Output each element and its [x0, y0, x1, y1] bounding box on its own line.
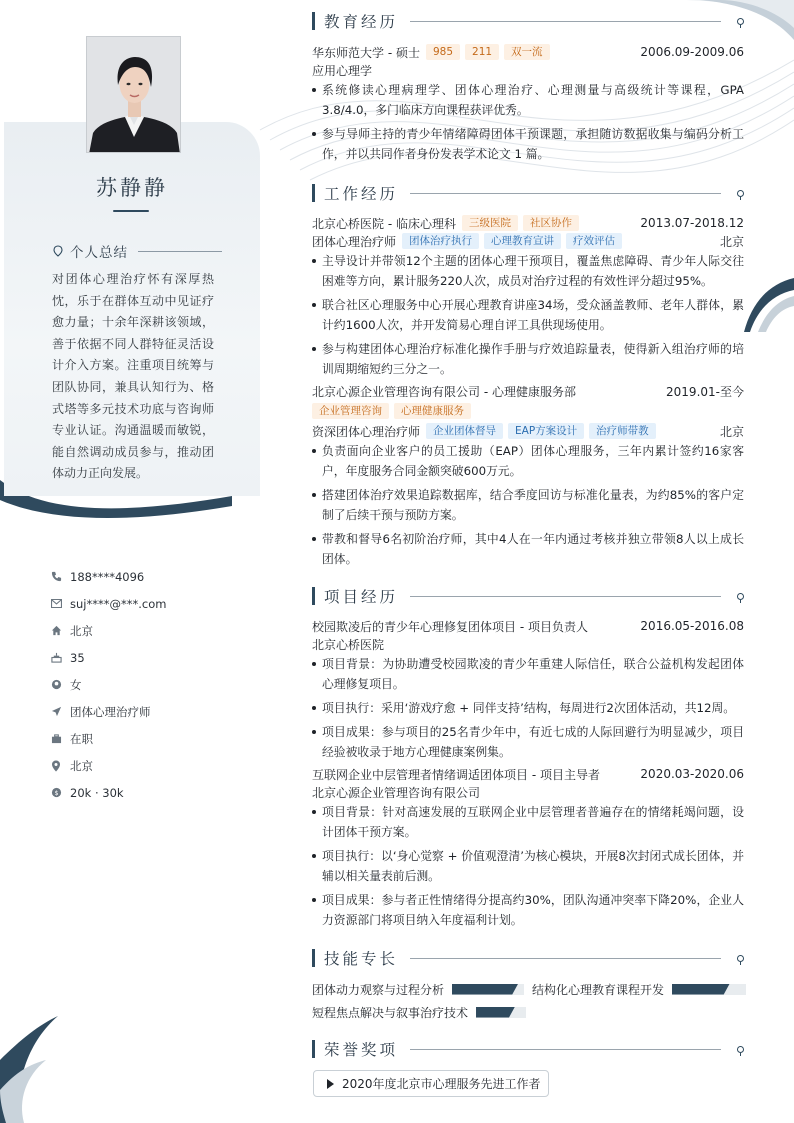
work-bullet: 参与构建团体心理治疗标准化操作手册与疗效追踪量表，使得新入组治疗师的培训周期缩短约三分之一。 — [312, 339, 744, 379]
pin-icon — [737, 1046, 744, 1053]
role-tag: 企业团体督导 — [426, 423, 503, 439]
section-awards-title: 荣誉奖项 — [324, 1041, 399, 1059]
pin-icon — [52, 245, 64, 257]
education-bullet: 参与导师主持的青少年情绪障碍团体干预课题，承担随访数据收集与编码分析工作，并以共同作者身份发表学术论文 1 篇。 — [312, 124, 744, 164]
skill-item — [532, 980, 746, 998]
info-phone — [50, 563, 250, 590]
job-role: 资深团体心理治疗师 — [312, 424, 421, 439]
project-date: 2016.05-2016.08 — [640, 619, 744, 633]
info-gender-value: 女 — [70, 677, 82, 692]
candidate-name: 苏静静 — [96, 176, 168, 200]
skill-level-fill — [452, 984, 518, 995]
decorative-wave-right — [744, 272, 794, 332]
skill-name: 结构化心理教育课程开发 — [532, 982, 665, 997]
project-date: 2020.03-2020.06 — [640, 767, 744, 781]
info-gender — [50, 671, 250, 698]
skill-level-fill — [476, 1007, 515, 1018]
skill-name: 团体动力观察与过程分析 — [312, 982, 445, 997]
award-item — [313, 1070, 549, 1097]
company-tag: 心理健康服务 — [394, 403, 471, 419]
project-bullet: 项目执行：以‘身心觉察 + 价值观澄清’为核心模块，开展8次封闭式成长团体，并辅以相关量表前后测。 — [312, 846, 744, 886]
summary-text: 对团体心理治疗怀有深厚热忱，乐于在群体互动中见证疗愈力量；十余年深耕该领域，善于依据不同人群特征灵活设计介入方案。注重项目统筹与团队协同，兼具认知行为、格式塔等多元技术功底与咨询师专业认证。沟通温暖而敏锐，能自然调动成员参与，推动团体动力正向发展。 — [52, 272, 214, 481]
info-status-value: 在职 — [70, 731, 93, 746]
award-name: 2020年度北京市心理服务先进工作者 — [342, 1077, 541, 1091]
pin-icon — [737, 18, 744, 25]
education-bullet: 系统修读心理病理学、团体心理治疗、心理测量与高级统计等课程，GPA 3.8/4.0，多门临床方向课程获评优秀。 — [312, 80, 744, 120]
project-bullet: 项目执行：采用‘游戏疗愈 + 同伴支持’结构，每周进行2次团体活动，共12周。 — [312, 698, 744, 718]
project-entry — [312, 617, 744, 762]
phone-icon — [50, 571, 62, 583]
work-entry — [312, 382, 744, 569]
company-name: 北京心源企业管理咨询有限公司 - 心理健康服务部 — [312, 384, 576, 399]
work-city: 北京 — [719, 234, 744, 249]
section-marker — [312, 1040, 315, 1058]
school-tag: 双一流 — [504, 44, 550, 60]
role-tag: 疗效评估 — [566, 233, 622, 249]
info-position-value: 团体心理治疗师 — [70, 704, 151, 719]
school-tag: 985 — [426, 44, 460, 60]
home-icon — [50, 625, 62, 637]
project-bullet: 项目成果：参与者正性情绪得分提高约30%，团队沟通冲突率下降20%，企业人力资源部门将项目纳入年度福利计划。 — [312, 890, 744, 930]
info-city-value: 北京 — [70, 623, 93, 638]
project-org: 北京心源企业管理咨询有限公司 — [312, 785, 481, 800]
info-location-value: 北京 — [70, 758, 93, 773]
role-tag: EAP方案设计 — [508, 423, 584, 439]
work-bullet: 负责面向企业客户的员工援助（EAP）团体心理服务，三年内累计签约16家客户，年度服务合同金额突破600万元。 — [312, 441, 744, 481]
project-bullet: 项目背景：针对高速发展的互联网企业中层管理者普遍存在的情绪耗竭问题，设计团体干预方案。 — [312, 802, 744, 842]
project-bullet: 项目背景：为协助遭受校园欺凌的青少年重建人际信任，联合公益机构发起团体心理修复项目。 — [312, 654, 744, 694]
salary-icon — [50, 787, 62, 799]
skill-item — [312, 980, 524, 998]
info-location — [50, 752, 250, 779]
role-tag: 心理教育宣讲 — [484, 233, 561, 249]
skill-level-fill — [672, 984, 730, 995]
info-age-value: 35 — [70, 650, 85, 665]
work-entry — [312, 214, 744, 379]
school-name: 华东师范大学 - 硕士 — [312, 45, 420, 60]
pin-icon — [737, 190, 744, 197]
education-major: 应用心理学 — [312, 63, 373, 78]
summary-title: 个人总结 — [70, 245, 128, 261]
info-age — [50, 644, 250, 671]
section-marker — [312, 587, 315, 605]
play-icon — [327, 1079, 334, 1089]
section-marker — [312, 184, 315, 202]
role-tag: 团体治疗执行 — [402, 233, 479, 249]
info-status — [50, 725, 250, 752]
work-bullet: 主导设计并带领12个主题的团体心理干预项目，覆盖焦虑障碍、青少年人际交往困难等方向，累计服务220人次，成员对治疗过程的有效性评分超过95%。 — [312, 251, 744, 291]
skill-level-bar — [672, 984, 746, 995]
section-project-title: 项目经历 — [324, 588, 399, 606]
section-divider — [410, 193, 721, 194]
info-email-value: suj****@***.com — [70, 596, 167, 611]
education-entry — [312, 43, 744, 164]
skill-name: 短程焦点解决与叙事治疗技术 — [312, 1005, 469, 1020]
project-org: 北京心桥医院 — [312, 637, 385, 652]
portrait-photo — [87, 37, 181, 153]
cake-icon — [50, 652, 62, 664]
section-work-title: 工作经历 — [324, 185, 399, 203]
decorative-wave-bottom-left — [0, 1010, 70, 1123]
project-title: 校园欺凌后的青少年心理修复团体项目 - 项目负责人 — [312, 619, 588, 634]
section-work-header — [312, 182, 744, 204]
section-awards-header — [312, 1038, 744, 1060]
company-tag: 企业管理咨询 — [312, 403, 389, 419]
location-icon — [50, 760, 62, 772]
section-skills-header — [312, 947, 744, 969]
skill-item — [312, 1003, 526, 1021]
mail-icon — [50, 598, 62, 610]
work-date: 2013.07-2018.12 — [640, 216, 744, 230]
send-icon — [50, 706, 62, 718]
briefcase-icon — [50, 733, 62, 745]
role-tag: 治疗师带教 — [589, 423, 656, 439]
skill-level-bar — [476, 1007, 526, 1018]
company-tag: 社区协作 — [523, 215, 579, 231]
education-date: 2006.09-2009.06 — [640, 45, 744, 59]
pin-icon — [737, 955, 744, 962]
section-skills-title: 技能专长 — [324, 950, 399, 968]
work-bullet: 搭建团体治疗效果追踪数据库，结合季度回访与标准化量表，为约85%的客户定制了后续干预与预防方案。 — [312, 485, 744, 525]
skill-level-bar — [452, 984, 524, 995]
info-email — [50, 590, 250, 617]
name-underline — [113, 210, 149, 212]
info-salary-value: 20k · 30k — [70, 785, 124, 800]
pin-icon — [737, 593, 744, 600]
project-title: 互联网企业中层管理者情绪调适团体项目 - 项目主导者 — [312, 767, 600, 782]
section-marker — [312, 949, 315, 967]
section-marker — [312, 12, 315, 30]
section-divider — [410, 21, 721, 22]
section-divider — [410, 958, 721, 959]
info-salary — [50, 779, 250, 806]
info-city — [50, 617, 250, 644]
project-bullet: 项目成果：参与项目的25名青少年中，有近七成的人际回避行为明显减少，项目经验被收录于地方心理健康案例集。 — [312, 722, 744, 762]
work-city: 北京 — [719, 424, 744, 439]
info-position — [50, 698, 250, 725]
info-phone-value: 188****4096 — [70, 569, 145, 584]
avatar — [86, 36, 181, 153]
job-role: 团体心理治疗师 — [312, 234, 397, 249]
section-project-header — [312, 585, 744, 607]
section-education-header — [312, 10, 744, 32]
company-tag: 三级医院 — [462, 215, 518, 231]
project-entry — [312, 765, 744, 930]
summary-divider — [138, 251, 222, 252]
school-tag: 211 — [465, 44, 499, 60]
summary-header — [52, 242, 222, 260]
work-date: 2019.01-至今 — [666, 384, 744, 399]
section-education-title: 教育经历 — [324, 13, 399, 31]
gender-icon — [50, 679, 62, 691]
section-divider — [410, 596, 721, 597]
skills-list — [312, 980, 746, 1021]
work-bullet: 带教和督导6名初阶治疗师，其中4人在一年内通过考核并独立带领8人以上成长团体。 — [312, 529, 744, 569]
svg-text:$: $ — [53, 788, 59, 797]
contact-info-list — [50, 563, 250, 806]
company-name: 北京心桥医院 - 临床心理科 — [312, 216, 456, 231]
section-divider — [410, 1049, 721, 1050]
work-bullet: 联合社区心理服务中心开展心理教育讲座34场，受众涵盖教师、老年人群体，累计约1600人次，并开发简易心理自评工具供现场使用。 — [312, 295, 744, 335]
